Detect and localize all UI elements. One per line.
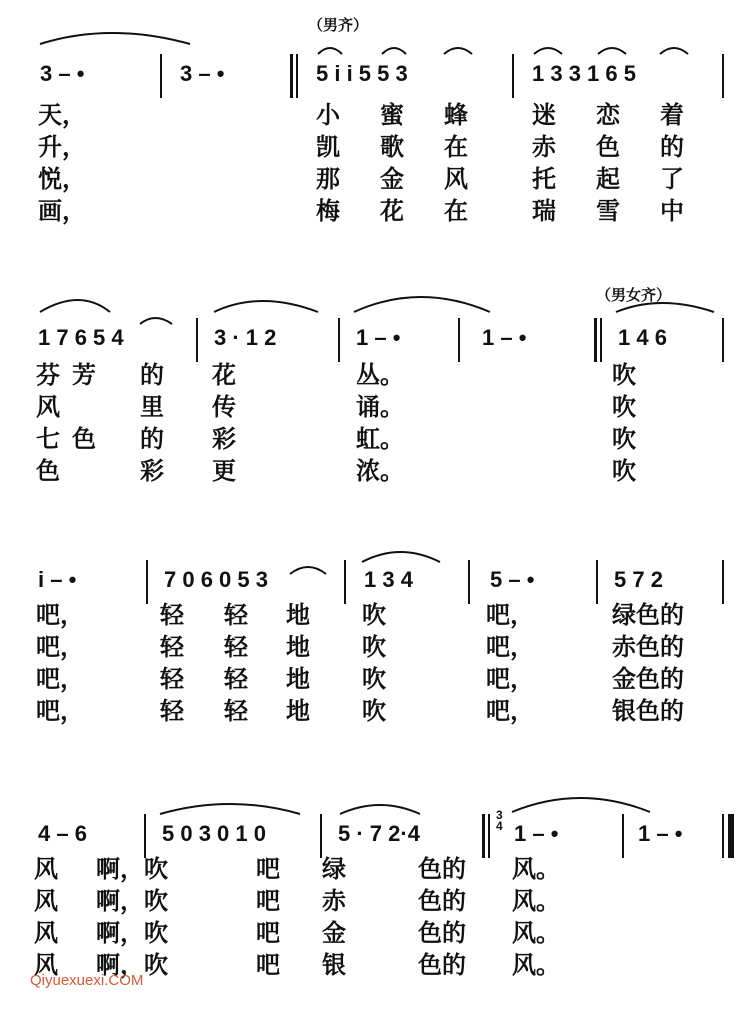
lyric-syllable: 着 — [660, 101, 684, 129]
bar-3-notes: 5 i i 5 5 3 — [316, 61, 408, 86]
lyric-syllable: 吹 — [612, 425, 636, 453]
lyric-verse-2 — [0, 132, 751, 164]
lyric-syllable: 吧， — [486, 697, 534, 725]
lyric-syllable: 吧， — [36, 665, 84, 693]
lyric-syllable: 吧， — [486, 665, 534, 693]
lyric-syllable: 风。 — [512, 951, 560, 979]
lyric-syllable: 芬 — [36, 361, 60, 389]
lyric-syllable: 轻 — [160, 697, 184, 725]
lyric-verse-1 — [0, 854, 751, 886]
lyric-syllable: 地 — [286, 633, 310, 661]
bar-1-notes: 4 – 6 — [38, 821, 87, 846]
barline — [722, 318, 724, 362]
lyric-syllable: 歌 — [380, 133, 404, 161]
bar-4-notes: 1 3 3 1 6 5 — [532, 61, 636, 86]
lyric-syllable: 色 — [596, 133, 620, 161]
lyric-syllable: 的 — [140, 361, 164, 389]
bar-4-notes: 1 – • — [514, 821, 559, 846]
lyric-verse-1 — [0, 600, 751, 632]
lyric-verse-3 — [0, 664, 751, 696]
lyric-syllable: 小 — [316, 101, 340, 129]
lyric-syllable: 色的 — [418, 919, 466, 947]
double-barline — [482, 814, 485, 858]
lyric-syllable: 轻 — [224, 601, 248, 629]
lyric-syllable: 起 — [596, 165, 620, 193]
lyric-syllable: 吹 — [362, 601, 386, 629]
lyric-syllable: 花 — [380, 197, 404, 225]
lyric-syllable: 的 — [140, 425, 164, 453]
bar-2-notes: 7 0 6 0 5 3 — [164, 567, 268, 592]
lyric-syllable: 色 — [72, 425, 96, 453]
bar-1-notes: 3 – • — [40, 61, 85, 86]
double-barline — [488, 814, 490, 858]
lyric-syllable: 蜜 — [380, 101, 404, 129]
cue-male-unison: （男齐） — [308, 16, 369, 34]
lyric-syllable: 吹 — [612, 457, 636, 485]
double-barline — [594, 318, 597, 362]
bar-2-notes: 3 · 1 2 — [214, 325, 277, 350]
lyric-syllable: 啊，吹 — [96, 855, 168, 883]
lyric-syllable: 金 — [380, 165, 404, 193]
lyric-syllable: 色 — [36, 457, 60, 485]
barline — [458, 318, 460, 362]
slur-arcs — [0, 0, 751, 70]
lyric-syllable: 蜂 — [444, 101, 468, 129]
lyric-syllable: 金 — [322, 919, 346, 947]
watermark: Qiyuexuexi.COM — [30, 972, 144, 989]
lyric-syllable: 金色的 — [612, 665, 684, 693]
lyric-syllable: 雪 — [596, 197, 620, 225]
lyric-syllable: 地 — [286, 665, 310, 693]
lyric-verse-2 — [0, 392, 751, 424]
barline — [338, 318, 340, 362]
bar-1-notes: 1 7 6 5 4 — [38, 325, 124, 350]
lyric-syllable: 里 — [140, 393, 164, 421]
lyric-syllable: 风 — [34, 919, 58, 947]
lyric-syllable: 银 — [322, 951, 346, 979]
lyric-syllable: 风。 — [512, 855, 560, 883]
lyric-verse-1 — [0, 360, 751, 392]
lyric-syllable: 地 — [286, 697, 310, 725]
lyric-syllable: 风 — [444, 165, 468, 193]
lyric-syllable: 赤 — [322, 887, 346, 915]
bar-4-notes: 5 – • — [490, 567, 535, 592]
barline — [344, 560, 346, 604]
lyric-syllable: 吹 — [362, 665, 386, 693]
bar-3-notes: 1 – • — [356, 325, 401, 350]
bar-3-notes: 5 · 7 2·4 — [338, 821, 420, 846]
lyric-syllable: 传 — [212, 393, 236, 421]
lyric-syllable: 绿 — [322, 855, 346, 883]
lyric-syllable: 的 — [660, 133, 684, 161]
lyric-syllable: 风。 — [512, 919, 560, 947]
bar-5-notes: 1 – • — [638, 821, 683, 846]
barline — [144, 814, 146, 858]
lyric-syllable: 吧 — [256, 855, 280, 883]
lyric-syllable: 色的 — [418, 887, 466, 915]
lyric-syllable: 赤色的 — [612, 633, 684, 661]
lyric-syllable: 那 — [316, 165, 340, 193]
lyric-syllable: 吹 — [362, 697, 386, 725]
lyric-syllable: 画， — [38, 197, 86, 225]
lyric-syllable: 风 — [34, 951, 58, 979]
lyric-syllable: 风。 — [512, 887, 560, 915]
lyric-syllable: 天， — [38, 101, 86, 129]
lyric-syllable: 轻 — [160, 601, 184, 629]
bar-5-notes: 5 7 2 — [614, 567, 663, 592]
lyric-verse-4 — [0, 696, 751, 728]
bar-2-notes: 5 0 3 0 1 0 — [162, 821, 266, 846]
bar-4-notes: 1 – • — [482, 325, 527, 350]
lyric-syllable: 恋 — [596, 101, 620, 129]
lyric-syllable: 花 — [212, 361, 236, 389]
lyric-syllable: 虹。 — [356, 425, 404, 453]
lyric-verse-4 — [0, 456, 751, 488]
lyric-verse-4 — [0, 196, 751, 228]
barline — [512, 54, 514, 98]
lyric-syllable: 托 — [532, 165, 556, 193]
lyric-syllable: 吧 — [256, 919, 280, 947]
barline — [722, 560, 724, 604]
lyric-syllable: 吧， — [36, 633, 84, 661]
cue-mixed-unison: （男女齐） — [596, 286, 672, 304]
lyric-syllable: 吹 — [612, 361, 636, 389]
lyric-syllable: 轻 — [160, 665, 184, 693]
lyric-syllable: 了 — [660, 165, 684, 193]
lyric-syllable: 吧， — [36, 601, 84, 629]
lyric-syllable: 银色的 — [612, 697, 684, 725]
lyric-syllable: 轻 — [160, 633, 184, 661]
lyric-syllable: 绿色的 — [612, 601, 684, 629]
lyric-syllable: 更 — [212, 457, 236, 485]
lyric-syllable: 梅 — [316, 197, 340, 225]
lyric-syllable: 彩 — [140, 457, 164, 485]
bar-1-notes: i – • — [38, 567, 77, 592]
lyric-syllable: 啊，吹 — [96, 887, 168, 915]
lyric-syllable: 中 — [660, 197, 684, 225]
bar-3-notes: 1 3 4 — [364, 567, 413, 592]
barline — [160, 54, 162, 98]
lyric-syllable: 丛。 — [356, 361, 404, 389]
lyric-syllable: 浓。 — [356, 457, 404, 485]
barline — [196, 318, 198, 362]
lyric-syllable: 吹 — [362, 633, 386, 661]
bar-5-notes: 1 4 6 — [618, 325, 667, 350]
barline — [320, 814, 322, 858]
lyric-syllable: 悦， — [38, 165, 86, 193]
lyric-syllable: 风 — [34, 855, 58, 883]
lyric-syllable: 轻 — [224, 633, 248, 661]
lyric-syllable: 在 — [444, 197, 468, 225]
lyric-syllable: 吧， — [36, 697, 84, 725]
lyric-syllable: 轻 — [224, 697, 248, 725]
time-signature-top: 3 — [496, 808, 503, 822]
final-barline — [728, 814, 734, 858]
barline — [722, 54, 724, 98]
lyric-syllable: 凯 — [316, 133, 340, 161]
double-barline — [290, 54, 293, 98]
barline — [596, 560, 598, 604]
lyric-syllable: 吧， — [486, 601, 534, 629]
double-barline — [600, 318, 602, 362]
lyric-syllable: 啊，吹 — [96, 951, 168, 979]
bar-2-notes: 3 – • — [180, 61, 225, 86]
lyric-syllable: 色的 — [418, 951, 466, 979]
lyric-syllable: 轻 — [224, 665, 248, 693]
repeat-barline — [722, 814, 724, 858]
lyric-verse-2 — [0, 632, 751, 664]
lyric-syllable: 吧 — [256, 951, 280, 979]
time-signature — [496, 810, 503, 832]
lyric-verse-2 — [0, 886, 751, 918]
lyric-syllable: 赤 — [532, 133, 556, 161]
lyric-syllable: 色的 — [418, 855, 466, 883]
lyric-syllable: 吹 — [612, 393, 636, 421]
lyric-verse-1 — [0, 100, 751, 132]
barline — [468, 560, 470, 604]
lyric-verse-3 — [0, 164, 751, 196]
lyric-syllable: 吧， — [486, 633, 534, 661]
lyric-syllable: 升， — [38, 133, 86, 161]
barline — [146, 560, 148, 604]
barline — [622, 814, 624, 858]
lyric-syllable: 啊，吹 — [96, 919, 168, 947]
lyric-syllable: 风 — [34, 887, 58, 915]
lyric-syllable: 七 — [36, 425, 60, 453]
time-signature-bottom: 4 — [496, 819, 503, 833]
lyric-syllable: 瑞 — [532, 197, 556, 225]
lyric-syllable: 芳 — [72, 361, 96, 389]
lyric-syllable: 地 — [286, 601, 310, 629]
lyric-syllable: 吧 — [256, 887, 280, 915]
lyric-syllable: 迷 — [532, 101, 556, 129]
lyric-verse-3 — [0, 424, 751, 456]
lyric-syllable: 诵。 — [356, 393, 404, 421]
lyric-syllable: 风 — [36, 393, 60, 421]
lyric-syllable: 彩 — [212, 425, 236, 453]
lyric-syllable: 在 — [444, 133, 468, 161]
lyric-verse-3 — [0, 918, 751, 950]
double-barline — [296, 54, 298, 98]
